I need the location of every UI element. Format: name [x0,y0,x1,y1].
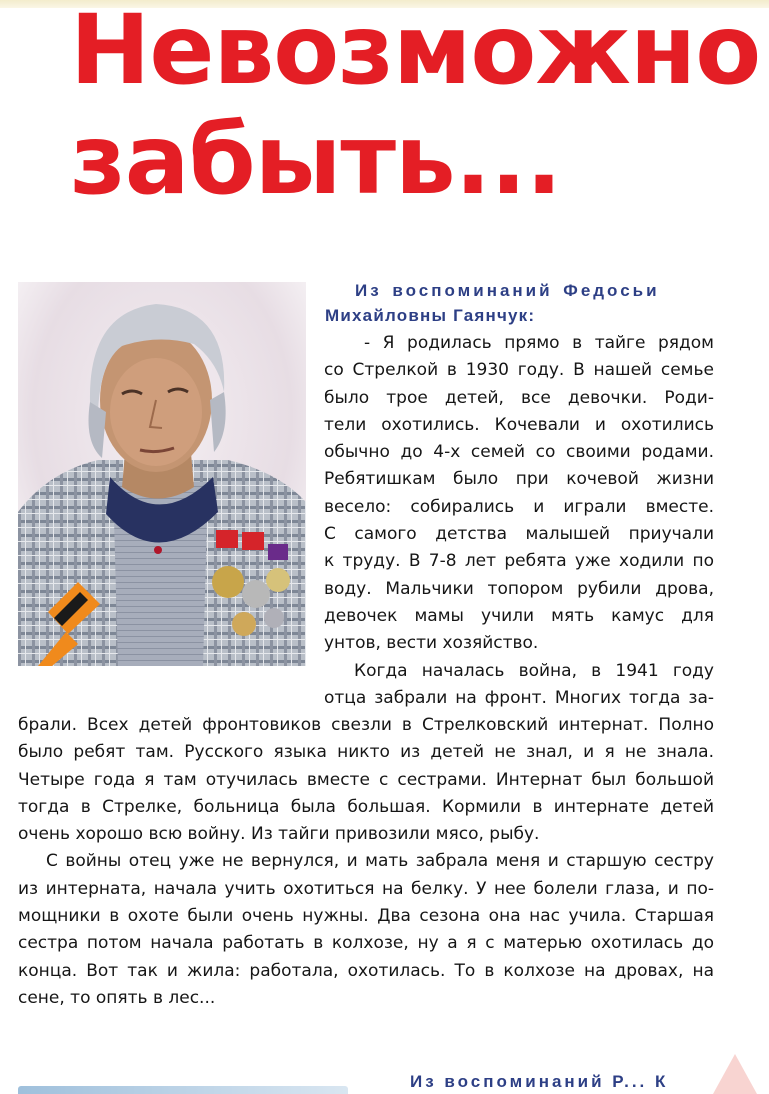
text-line: унтов, вести хозяйство. [324,633,539,654]
author-heading-line-2: Михайловны Гаянчук: [325,306,536,325]
text-line: брали. Всех детей фронтовиков свезли в Стрелковский интернат. Полно [18,715,714,735]
article-column-text [324,330,714,712]
text-line: Когда началась война, в 1941 году [354,660,714,681]
page-title-line-1: Невозможно [70,0,761,106]
bottom-decorative-band [18,1086,348,1094]
text-line: тогда в Стрелке, больница была большая. Кормили в интернате детей [18,796,714,817]
corner-decoration-icon [705,1050,769,1094]
text-line: обычно до 4-х семей со своими родами. [324,442,714,463]
author-heading [325,278,715,328]
next-section-heading-partial: Из воспоминаний Р... К [410,1072,669,1091]
text-line: мощники в охоте были очень нужны. Два сезона она нас учила. Старшая [18,906,714,927]
text-line: отца забрали на фронт. Многих тогда за- [324,687,714,708]
text-line: С самого детства малышей приучали [324,524,714,545]
text-line: конца. Вот так и жила: работала, охотилась. То в колхозе на дровах, на [18,960,714,981]
page-title-line-2: забыть... [70,104,562,216]
article-full-width-text [18,712,714,1012]
text-line: было трое детей, все девочки. Роди- [324,387,714,408]
text-line: весело: собирались и играли вместе. [324,496,714,517]
text-line: очень хорошо всю войну. Из тайги привозили мясо, рыбу. [18,824,540,845]
text-line: со Стрелкой в 1930 году. В нашей семье [324,360,714,381]
text-line: девочек мамы учили мять камус для [324,605,714,626]
text-line: к труду. В 7-8 лет ребята уже ходили по [324,551,714,572]
text-line: тели охотились. Кочевали и охотились [324,414,714,435]
author-heading-line-1: Из воспоминаний Федосьи [355,281,660,300]
text-line: было ребят там. Русского языка никто из детей не знал, и я не знала. [18,742,714,763]
portrait-photo-icon [18,282,306,666]
text-line: сене, то опять в лес... [18,987,216,1008]
text-line: - Я родилась прямо в тайге рядом [364,333,714,353]
text-line: Ребятишкам было при кочевой жизни [324,469,714,490]
text-line: С войны отец уже не вернулся, и мать забрала меня и старшую сестру [46,851,714,872]
text-line: из интерната, начала учить охотиться на белку. У нее болели глаза, и по- [18,878,714,899]
text-line: воду. Мальчики топором рубили дрова, [324,578,714,599]
text-line: сестра потом начала работать в колхозе, ну а я с матерью охотилась до [18,933,714,954]
text-line: Четыре года я там отучилась вместе с сестрами. Интернат был большой [18,769,714,790]
portrait-photo [18,282,306,666]
